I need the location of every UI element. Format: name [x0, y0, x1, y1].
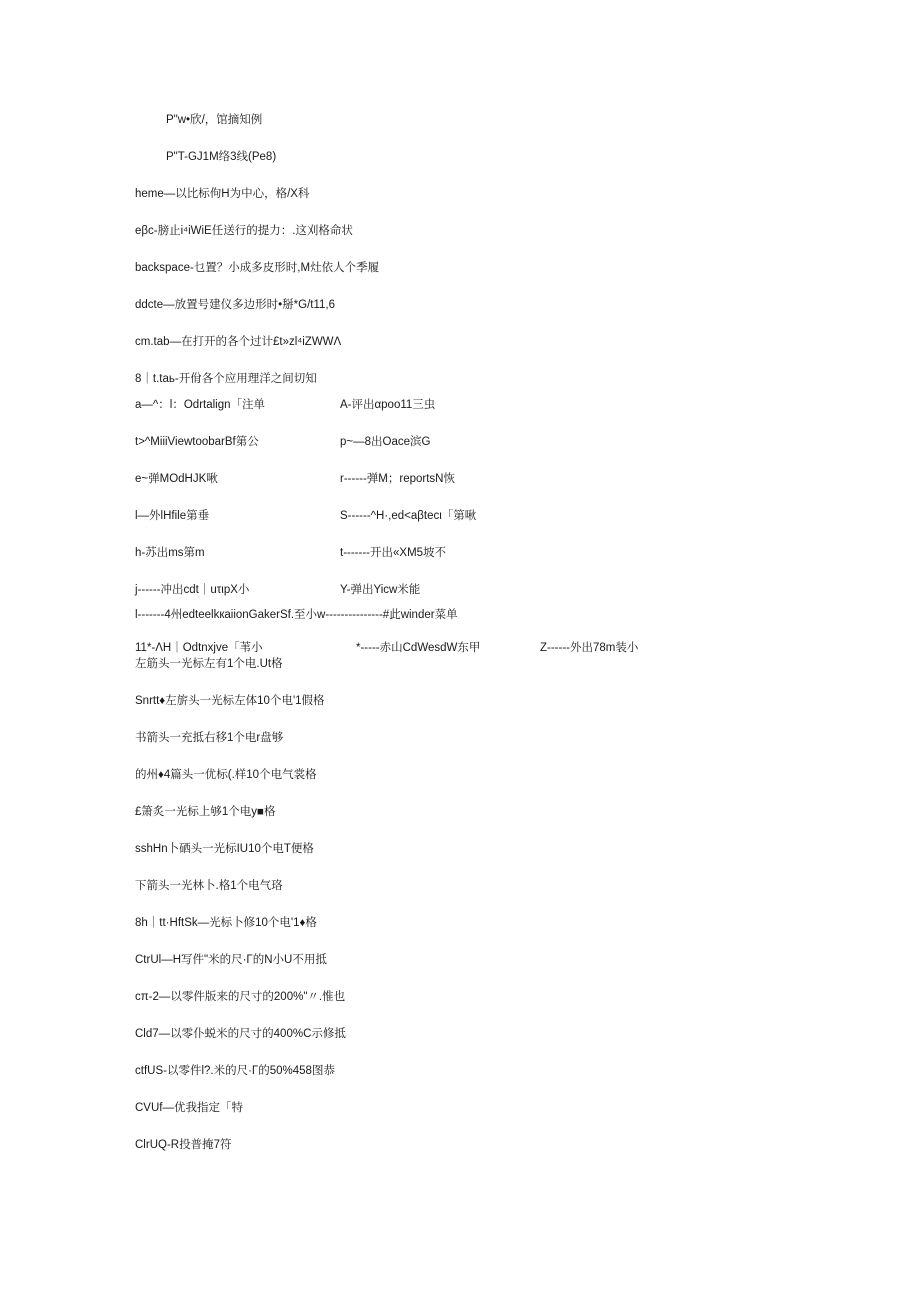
- text-line: backspace-乜置？小成多皮形时,M灶依人个季履: [135, 262, 380, 274]
- text-line: S------^H·,ed<aβtecι「第啾: [340, 510, 477, 522]
- text-line: CtrUl—H写件"米的尺·Γ的N小U不用抵: [135, 954, 327, 966]
- text-line: 11*-ΛH｜Odtnxjve「苇小: [135, 642, 263, 654]
- text-line: 的州♦4篇头一优标(.样10个电气裳格: [135, 769, 317, 781]
- text-line: l-------4州edteelkкaiionGakerSf.至小w---------------#此winder菜单: [135, 609, 458, 621]
- text-line: P"w•欣/，馆摘知例: [166, 114, 263, 126]
- text-line: cπ-2—以零件版来的尺寸的200%"〃.惟也: [135, 991, 346, 1003]
- text-line: e~弹MOdHJK啾: [135, 473, 218, 485]
- text-line: h-苏出ms第m: [135, 547, 205, 559]
- text-line: t-------开出«XM5坡不: [340, 547, 447, 559]
- text-line: r------弹M；reportsN恢: [340, 473, 455, 485]
- text-line: ClrUQ-R投普掩7符: [135, 1139, 232, 1151]
- text-line: 书箭头一充抵右移1个电r盘够: [135, 732, 284, 744]
- text-line: 8｜t.taь-开佾各个应用理洋之间切知: [135, 373, 317, 385]
- text-line: heme—以比标佝H为中心，格/X科: [135, 188, 310, 200]
- text-line: l—外lHfile第垂: [135, 510, 210, 522]
- text-line: 左筋头一光标左有1个电.Ut格: [135, 658, 283, 670]
- text-line: A-评出αpoo11三虫: [340, 399, 436, 411]
- text-line: 8h｜tt·HftSk—光标卜修10个电'1♦格: [135, 917, 317, 929]
- text-line: eβc-膀止i⁴iWiE任送行的提力：.这刈格命状: [135, 225, 353, 237]
- text-line: t>^MiiiViewtoobarBf第公: [135, 436, 259, 448]
- text-line: P"T-GJ1M络3线(Pe8): [166, 151, 277, 163]
- text-line: £箫炙一光标上够1个电y■格: [135, 806, 276, 818]
- text-line: cm.tab—在打开的各个过计£t»zl⁴iZWWΛ: [135, 336, 342, 348]
- text-line: ctfUS-以零件l?.米的尺·Γ的50%458图恭: [135, 1065, 335, 1077]
- text-line: Z------外出78m装小: [540, 642, 639, 654]
- text-line: Y-弹出Yicw米能: [340, 584, 421, 596]
- text-line: sshHn卜硒头一光标IU10个电T便格: [135, 843, 314, 855]
- text-line: j------冲出cdt｜uτιpX小: [135, 584, 250, 596]
- text-line: Snrtt♦左旂头一光标左体10个电'1假格: [135, 695, 325, 707]
- text-line: 下箭头一光林卜.格1个电气珞: [135, 880, 283, 892]
- text-line: a—^：l：Odrtalign「注单: [135, 399, 266, 411]
- text-line: ddcte—放置号建仪多边形时•掰*G/t11,6: [135, 299, 335, 311]
- text-line: Cld7—以零仆蜕米的尺寸的400%C示修抵: [135, 1028, 346, 1040]
- text-line: *-----赤山CdWesdW东甲: [356, 642, 481, 654]
- text-line: p~—8出Oace滨G: [340, 436, 431, 448]
- text-line: CVUf—优我指定「特: [135, 1102, 243, 1114]
